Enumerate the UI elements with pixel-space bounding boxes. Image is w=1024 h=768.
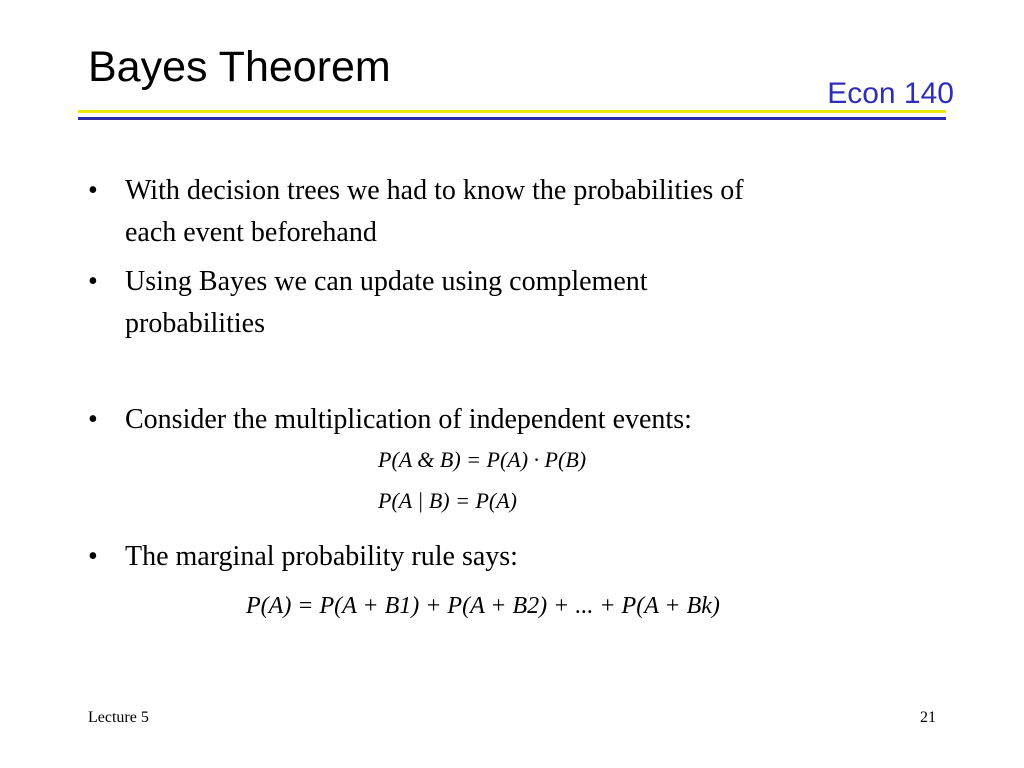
equation-independence-conditional: P(A | B) = P(A)	[378, 488, 517, 513]
title-underline-blue	[78, 117, 946, 120]
slide-title: Bayes Theorem	[88, 43, 391, 91]
bullet-text-line: Using Bayes we can update using complement	[125, 266, 648, 297]
footer-lecture-label: Lecture 5	[88, 709, 149, 726]
bullet-marker: •	[88, 175, 98, 206]
equation-marginal-rule: P(A) = P(A + B1) + P(A + B2) + ... + P(A + Bk)	[246, 593, 720, 619]
footer-page-number: 21	[920, 709, 936, 726]
bullet-text-line: each event beforehand	[125, 217, 377, 248]
equation-independence-product: P(A & B) = P(A) · P(B)	[378, 447, 587, 472]
title-underline-yellow	[78, 110, 946, 113]
bullet-text-line: With decision trees we had to know the probabilities of	[125, 175, 744, 206]
course-label: Econ 140	[827, 77, 954, 110]
bullet-text-line: Consider the multiplication of independent events:	[125, 404, 692, 435]
bullet-marker: •	[88, 541, 98, 572]
bullet-marker: •	[88, 266, 98, 297]
bullet-text-line: The marginal probability rule says:	[125, 541, 518, 572]
bullet-text-line: probabilities	[125, 308, 265, 339]
bullet-marker: •	[88, 404, 98, 435]
